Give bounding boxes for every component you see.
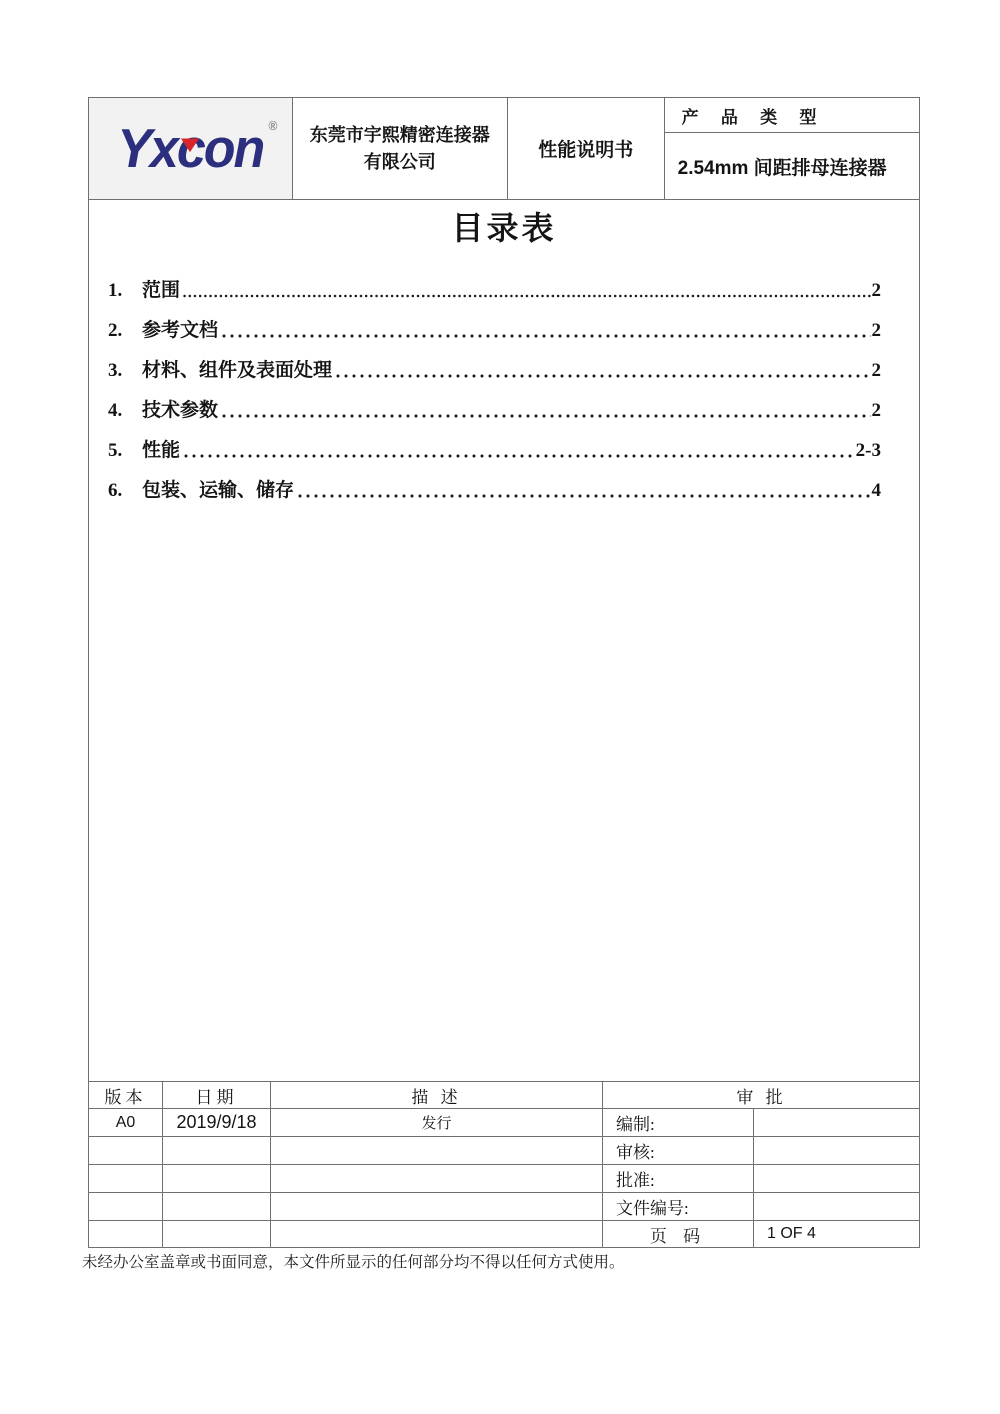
approval-label: 批准:	[603, 1165, 754, 1193]
approval-label: 编制:	[603, 1109, 754, 1137]
toc-item-page: 2	[871, 280, 881, 301]
toc-item	[98, 262, 881, 302]
revision-version	[89, 1165, 163, 1193]
toc-item-page: 2	[871, 320, 881, 341]
revision-version	[89, 1137, 163, 1165]
toc-item-page: 4	[871, 480, 881, 501]
dot-leader	[296, 492, 870, 498]
company-logo	[117, 118, 278, 179]
toc-item-page: 2	[871, 360, 881, 381]
logo-triangle-icon	[181, 138, 199, 152]
approval-value	[754, 1165, 920, 1193]
toc-item-number: 5.	[108, 440, 123, 461]
company-name-line1: 东莞市宇熙精密连接器	[309, 125, 490, 146]
toc-title: 目录表	[451, 210, 557, 246]
revision-table	[88, 1081, 920, 1248]
approval-value	[754, 1193, 920, 1221]
toc-item-number: 3.	[108, 360, 123, 381]
dot-leader	[182, 292, 870, 298]
column-header-description: 描 述	[271, 1082, 603, 1109]
dot-leader	[220, 332, 870, 338]
dot-leader	[182, 452, 855, 458]
header-table	[88, 97, 920, 200]
toc-item	[98, 462, 881, 502]
revision-version	[89, 1193, 163, 1221]
toc-item-number: 6.	[108, 480, 123, 501]
approval-value	[754, 1137, 920, 1165]
column-header-approval: 审 批	[603, 1082, 920, 1109]
revision-date	[163, 1193, 271, 1221]
approval-label: 文件编号:	[603, 1193, 754, 1221]
registered-trademark-icon: ®	[268, 118, 278, 133]
revision-date	[163, 1165, 271, 1193]
toc-item-number: 2.	[108, 320, 123, 341]
revision-version: A0	[89, 1109, 163, 1137]
revision-description: 发行	[271, 1109, 603, 1137]
revision-description	[271, 1193, 603, 1221]
revision-description	[271, 1137, 603, 1165]
content-area	[88, 200, 920, 1081]
toc-item	[98, 382, 881, 422]
toc-item-label: 材料、组件及表面处理	[142, 360, 333, 381]
toc-item-page: 2-3	[855, 440, 881, 461]
company-name	[293, 98, 508, 199]
revision-date: 2019/9/18	[163, 1109, 271, 1137]
dot-leader	[220, 412, 870, 418]
column-header-version: 版本	[89, 1082, 163, 1109]
product-type-value: 2.54mm 间距排母连接器	[677, 157, 887, 179]
toc-item	[98, 422, 881, 462]
revision-date	[163, 1221, 271, 1247]
toc-item-number: 4.	[108, 400, 123, 421]
toc-item-label: 性能	[142, 440, 181, 461]
toc-list	[89, 262, 919, 502]
page-code-value: 1 OF 4	[767, 1225, 816, 1242]
company-name-line2: 有限公司	[363, 151, 436, 172]
document-type: 性能说明书	[508, 98, 665, 199]
approval-label: 审核:	[603, 1137, 754, 1165]
logo-text: Yxcon	[117, 118, 264, 179]
toc-item-label: 包装、运输、储存	[142, 480, 295, 501]
revision-description	[271, 1165, 603, 1193]
page-code-label: 页 码	[603, 1221, 754, 1247]
product-type-label: 产 品 类 型	[665, 98, 919, 133]
toc-item-page: 2	[871, 400, 881, 421]
toc-item	[98, 302, 881, 342]
product-type-cell	[665, 98, 919, 199]
revision-version	[89, 1221, 163, 1247]
dot-leader	[334, 372, 870, 378]
revision-date	[163, 1137, 271, 1165]
toc-item-number: 1.	[108, 280, 123, 301]
toc-item-label: 参考文档	[142, 320, 219, 341]
revision-description	[271, 1221, 603, 1247]
toc-item	[98, 342, 881, 382]
toc-item-label: 范围	[142, 280, 181, 301]
logo-cell	[89, 98, 293, 199]
confidentiality-note: 未经办公室盖章或书面同意，本文件所显示的任何部分均不得以任何方式使用。	[82, 1254, 625, 1271]
toc-item-label: 技术参数	[142, 400, 219, 421]
approval-value	[754, 1109, 920, 1137]
column-header-date: 日期	[163, 1082, 271, 1109]
